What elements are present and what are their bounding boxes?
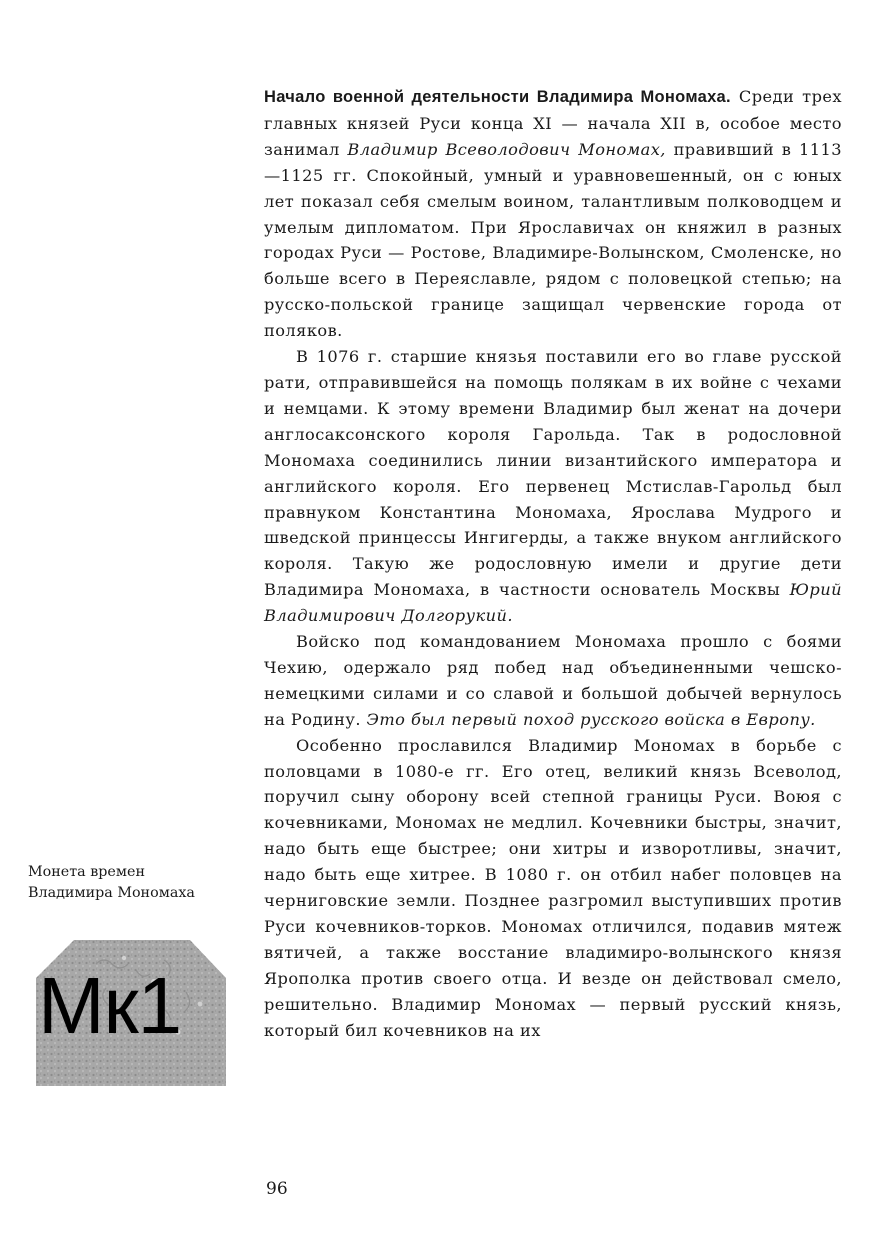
main-text-column <box>264 84 842 1044</box>
page-number: 96 <box>266 1179 288 1199</box>
paragraph-1-text-b: правивший в 1113—1125 гг. Спокойный, умный и уравновешенный, он с юных лет показал себя смелым воином, талантливым полководцем и умелым дипломатом. При Ярославичах он княжил в разных городах Руси — Ростове, Владимире-Волынском, Смоленске, но больше всего в Переяславле, рядом с половецкой степью; на русско-польской границе защищал червенские города от поляков. <box>264 139 842 341</box>
coin-image <box>36 940 226 1086</box>
paragraph-4: Особенно прославился Владимир Мономах в борьбе с половцами в 1080-е гг. Его отец, великий князь Всеволод, поручил сыну оборону всей степной границы Руси. Воюя с кочевниками, Мономах не медлил. Кочевники быстры, значит, надо быть еще быстрее; они хитры и изворотливы, значит, надо быть еще хитрее. В 1080 г. он отбил набег половцев на черниговские земли. Позднее разгромил выступивших против Руси кочевников-торков. Мономах отличился, подавив мятеж вятичей, а также восстание владимиро-волынского князя Ярополка против своего отца. И везде он действовал смело, решительно. Владимир Мономах — первый русский князь, который бил кочевников на их <box>264 735 842 1040</box>
paragraph-2 <box>264 344 842 629</box>
paragraph-3-emphasis: Это был первый поход русского войска в Европу. <box>366 709 816 729</box>
paragraph-1-name: Владимир Всеволодович Мономах, <box>347 139 666 159</box>
paragraph-1 <box>264 84 842 344</box>
coin-image-label: Мк1 <box>38 961 182 1050</box>
section-heading: Начало военной деятельности Владимира Мономаха. <box>264 88 731 106</box>
paragraph-2-name: Юрий Владимирович Долгорукий. <box>264 580 842 626</box>
paragraph-3 <box>264 629 842 733</box>
figure-caption: Монета времен Владимира Мономаха <box>28 864 195 901</box>
paragraph-1-text-a: Среди трех главных князей Руси конца XI — начала XII в, особое место занимал <box>264 87 842 159</box>
paragraph-2-text: В 1076 г. старшие князья поставили его во главе русской рати, отправившейся на помощь полякам в их войне с чехами и немцами. К этому времени Владимир был женат на дочери англосаксонского короля Гарольда. Так в родословной Мономаха соединились линии византийского императора и английского короля. Его первенец Мстислав-Гарольд был правнуком Константина Мономаха, Ярослава Мудрого и шведской принцессы Ингигерды, а также внуком английского короля. Такую же родословную имели и другие дети Владимира Мономаха, в частности основатель Москвы <box>264 347 842 600</box>
paragraph-3-text: Войско под командованием Мономаха прошло с боями Чехию, одержало ряд побед над объединенными чешско-немецкими силами и со славой и большой добычей вернулось на Родину. <box>264 632 842 729</box>
